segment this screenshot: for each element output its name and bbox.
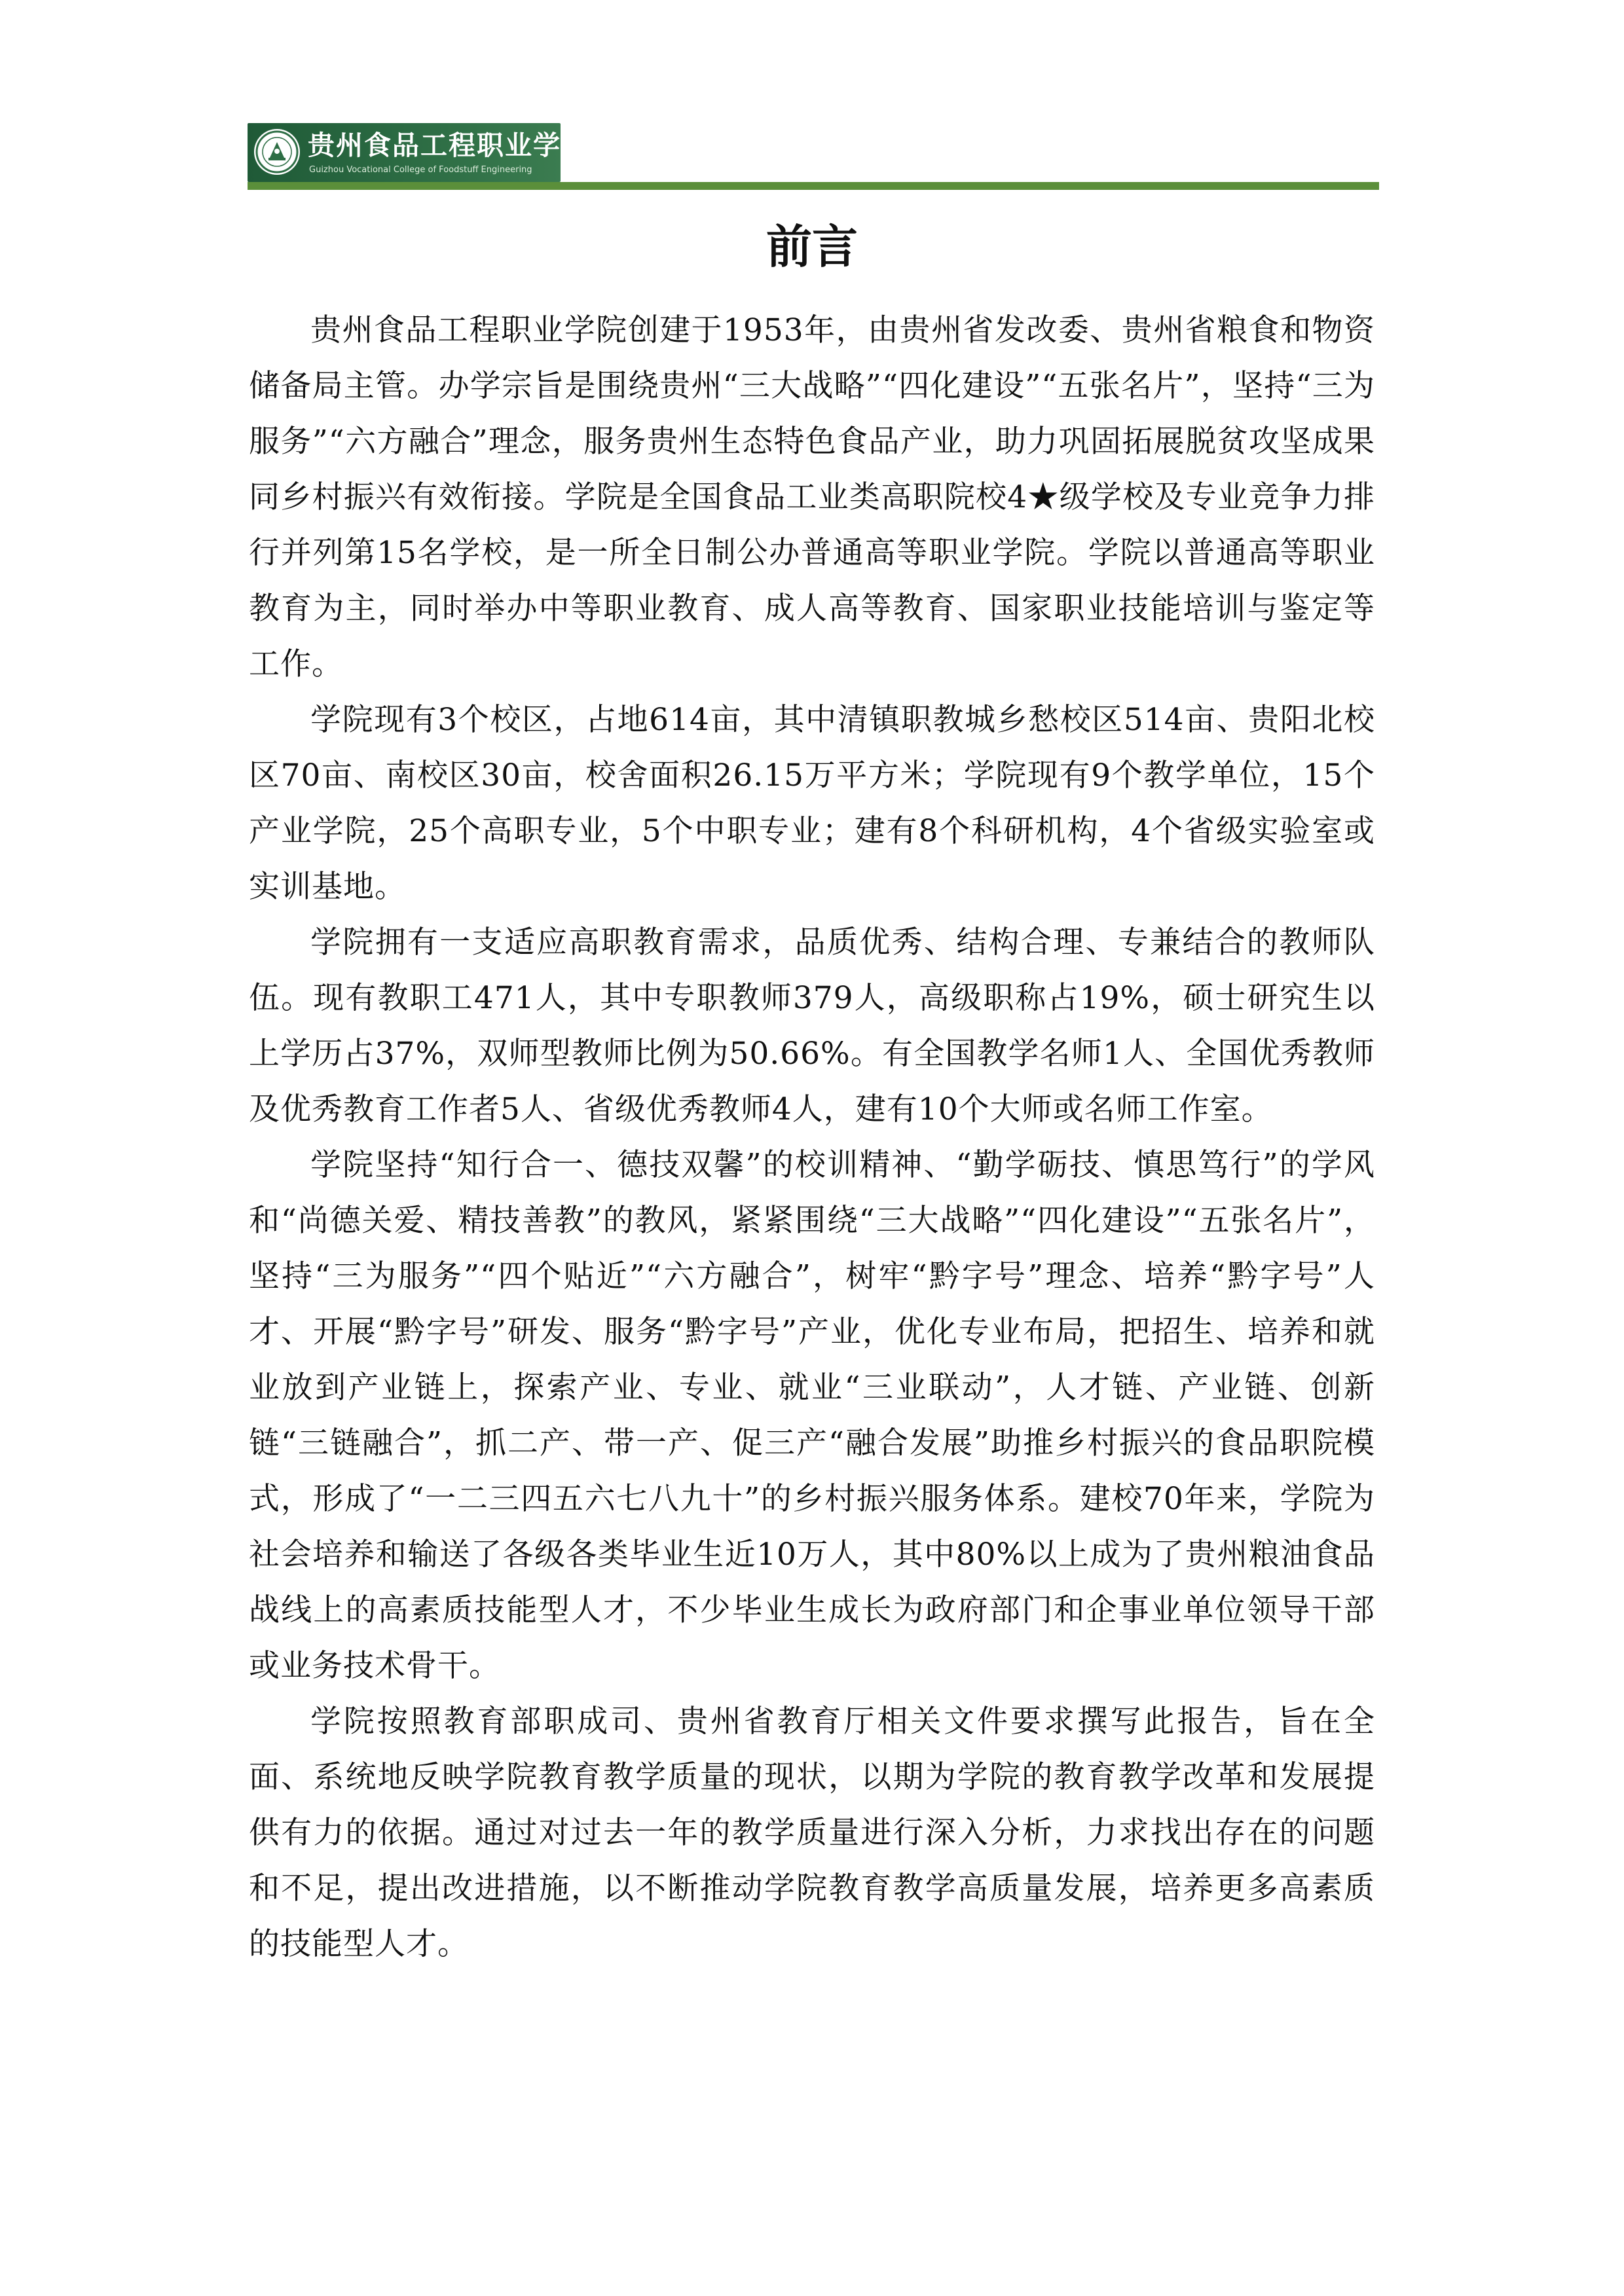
college-name-cn: 贵州食品工程职业学院 bbox=[308, 130, 589, 161]
college-name-en: Guizhou Vocational College of Foodstuff Engineering bbox=[309, 165, 532, 175]
paragraph-3: 学院拥有一支适应高职教育需求，品质优秀、结构合理、专兼结合的教师队伍。现有教职工471人，其中专职教师379人，高级职称占19%，硕士研究生以上学历占37%，双师型教师比例为50.66%。有全国教学名师1人、全国优秀教师及优秀教育工作者5人、省级优秀教师4人，建有10个大师或名师工作室。 bbox=[249, 924, 1375, 1127]
paragraph-4: 学院坚持“知行合一、德技双馨”的校训精神、“勤学砺技、慎思笃行”的学风和“尚德关爱、精技善教”的教风，紧紧围绕“三大战略”“四化建设”“五张名片”，坚持“三为服务”“四个贴近”“六方融合”，树牢“黔字号”理念、培养“黔字号”人才、开展“黔字号”研发、服务“黔字号”产业，优化专业布局，把招生、培养和就业放到产业链上，探索产业、专业、就业“三业联动”，人才链、产业链、创新链“三链融合”，抓二产、带一产、促三产“融合发展”助推乡村振兴的食品职院模式，形成了“一二三四五六七八九十”的乡村振兴服务体系。建校70年来，学院为社会培养和输送了各级各类毕业生近10万人，其中80%以上成为了贵州粮油食品战线上的高素质技能型人才，不少毕业生成长为政府部门和企事业单位领导干部或业务技术骨干。 bbox=[249, 1147, 1376, 1684]
page-title: 前言 bbox=[766, 219, 858, 274]
paragraph-5: 学院按照教育部职成司、贵州省教育厅相关文件要求撰写此报告，旨在全面、系统地反映学院教育教学质量的现状，以期为学院的教育教学改革和发展提供有力的依据。通过对过去一年的教学质量进行深入分析，力求找出存在的问题和不足，提出改进措施，以不断推动学院教育教学高质量发展，培养更多高素质的技能型人才。 bbox=[249, 1704, 1375, 1962]
paragraph-2: 学院现有3个校区，占地614亩，其中清镇职教城乡愁校区514亩、贵阳北校区70亩、南校区30亩，校舍面积26.15万平方米；学院现有9个教学单位，15个产业学院，25个高职专业，5个中职专业；建有8个科研机构，4个省级实验室或实训基地。 bbox=[249, 702, 1375, 905]
paragraph-1: 贵州食品工程职业学院创建于1953年，由贵州省发改委、贵州省粮食和物资储备局主管。办学宗旨是围绕贵州“三大战略”“四化建设”“五张名片”，坚持“三为服务”“六方融合”理念，服务贵州生态特色食品产业，助力巩固拓展脱贫攻坚成果同乡村振兴有效衔接。学院是全国食品工业类高职院校4★级学校及专业竞争力排行并列第15名学校，是一所全日制公办普通高等职业学院。学院以普通高等职业教育为主，同时举办中等职业教育、成人高等教育、国家职业技能培训与鉴定等工作。 bbox=[249, 312, 1375, 682]
preface-body bbox=[249, 302, 1375, 1972]
page-header bbox=[248, 123, 1379, 191]
college-seal-icon bbox=[253, 128, 301, 176]
college-logo-banner bbox=[248, 123, 589, 182]
header-divider bbox=[248, 182, 1379, 190]
